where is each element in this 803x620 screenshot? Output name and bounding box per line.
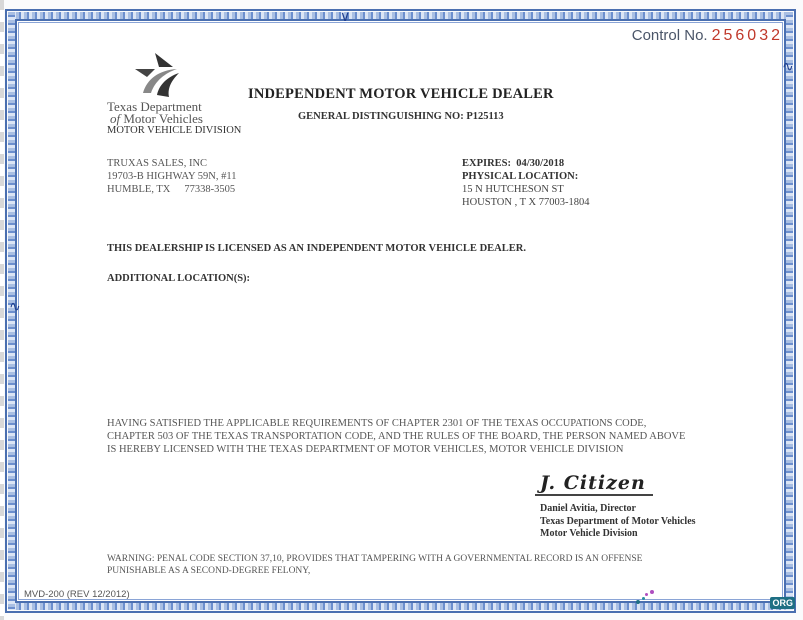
watermark-badge: ORG — [772, 598, 793, 608]
dealer-zip: 77338-3505 — [184, 184, 236, 195]
director-signature: J. Citizen — [540, 472, 646, 494]
dealer-mailing-address — [107, 157, 237, 196]
licensed-statement: THIS DEALERSHIP IS LICENSED AS AN INDEPENDENT MOTOR VEHICLE DEALER. — [107, 243, 526, 254]
expires-label: EXPIRES: — [462, 158, 512, 169]
expiration — [462, 157, 589, 170]
dealer-name: TRUXAS SALES, INC — [107, 158, 208, 169]
border-wave-ornament-icon: ∨ — [340, 9, 351, 25]
dealer-city-state-zip — [107, 183, 237, 196]
gdn-label: GENERAL DISTINGUISHING NO: — [298, 111, 464, 122]
statute-line: CHAPTER 503 OF THE TEXAS TRANSPORTATION CODE, AND THE RULES OF THE BOARD, THE PERSON NAMED ABOVE — [107, 431, 686, 442]
signer-division: Motor Vehicle Division — [540, 528, 638, 539]
certificate-title: INDEPENDENT MOTOR VEHICLE DEALER — [248, 86, 554, 102]
signature-line — [535, 494, 653, 496]
physical-location-line1: 15 N HUTCHESON ST — [462, 184, 564, 195]
agency-name-suffix: Motor Vehicles — [123, 111, 203, 126]
warning-line: PUNISHABLE AS A SECOND-DEGREE FELONY, — [107, 566, 311, 576]
signer-agency: Texas Department of Motor Vehicles — [540, 515, 696, 527]
agency-name-prefix: of — [110, 111, 121, 126]
control-number-value: 256032 — [711, 27, 783, 44]
license-details — [462, 157, 589, 209]
signer-name-title: Daniel Avitia, Director — [540, 503, 636, 514]
physical-location-line2: HOUSTON , T X 77003-1804 — [462, 197, 590, 208]
agency-division: MOTOR VEHICLE DIVISION — [107, 125, 242, 136]
statute-line: HAVING SATISFIED THE APPLICABLE REQUIREMENTS OF CHAPTER 2301 OF THE TEXAS OCCUPATIONS CODE, — [107, 418, 647, 429]
additional-locations-label: ADDITIONAL LOCATION(S): — [107, 273, 251, 284]
dealer-address-line1: 19703-B HIGHWAY 59N, #11 — [107, 171, 237, 182]
control-number-label: Control No. — [631, 27, 708, 44]
form-number: MVD-200 (REV 12/2012) — [24, 589, 130, 600]
page-edge-ticks — [0, 0, 4, 620]
border-wave-ornament-icon: ∿ — [9, 299, 21, 315]
border-wave-ornament-icon: ∿ — [782, 59, 794, 75]
control-number — [632, 27, 783, 45]
statute-paragraph — [107, 417, 685, 456]
gdn-value: P125113 — [466, 111, 504, 122]
warning-line: WARNING: PENAL CODE SECTION 37,10, PROVIDES THAT TAMPERING WITH A GOVERNMENTAL RECORD IS AN OFFENSE — [107, 554, 643, 564]
tampering-warning — [107, 553, 642, 577]
signer-block — [540, 503, 696, 541]
agency-name-line1: Texas Department — [107, 99, 202, 114]
texas-star-icon — [133, 53, 181, 97]
statute-line: IS HEREBY LICENSED WITH THE TEXAS DEPARTMENT OF MOTOR VEHICLES, MOTOR VEHICLE DIVISION — [107, 444, 624, 455]
expires-value: 04/30/2018 — [516, 158, 565, 169]
dealer-city-state: HUMBLE, TX — [107, 184, 171, 195]
physical-location-label: PHYSICAL LOCATION: — [462, 171, 579, 182]
watermark-dots-icon — [636, 590, 656, 604]
general-distinguishing-number — [298, 111, 504, 122]
